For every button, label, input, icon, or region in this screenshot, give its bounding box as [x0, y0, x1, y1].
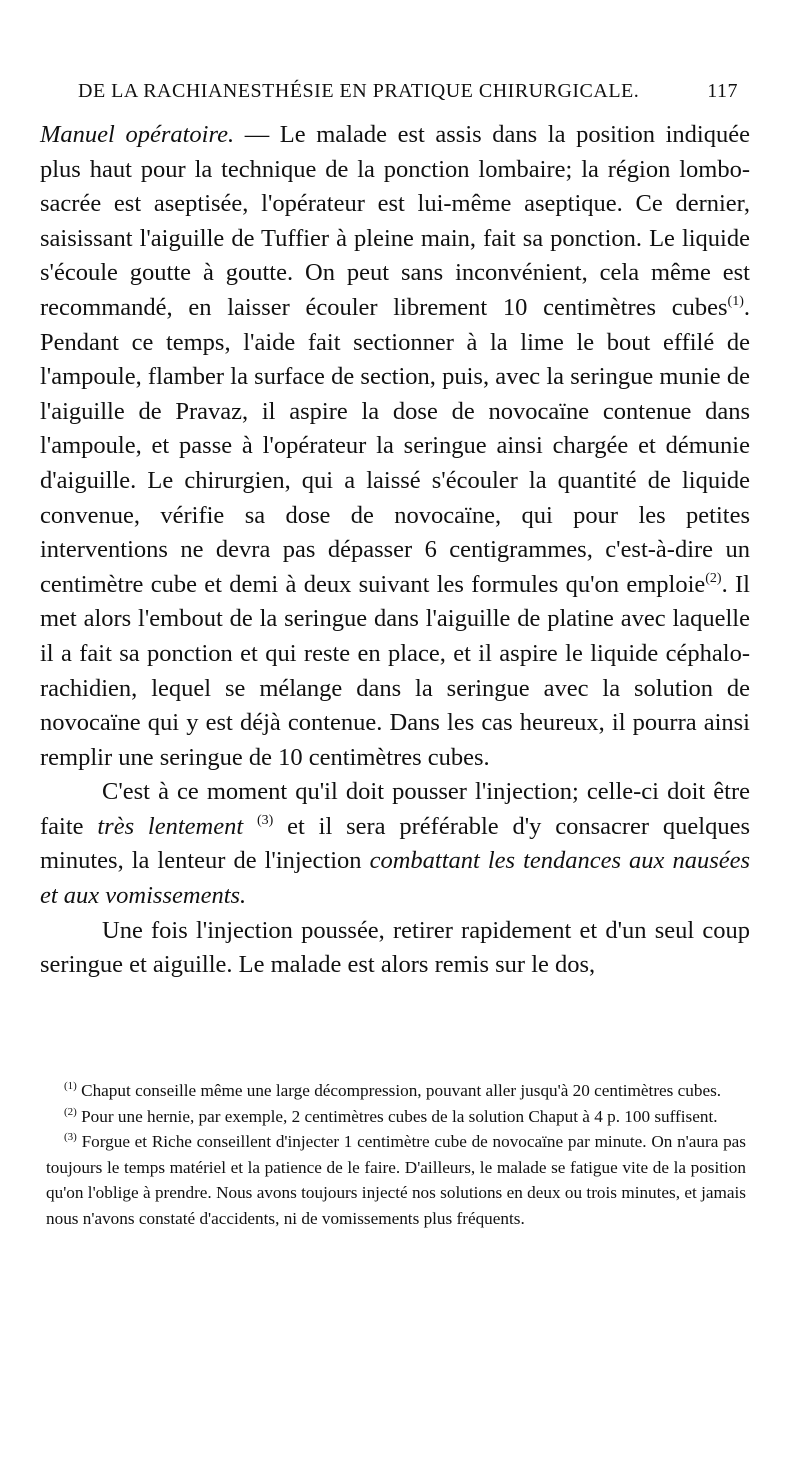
footnote-reference: (1) — [727, 293, 744, 309]
paragraph — [40, 118, 750, 775]
footnote-text: Chaput conseille même une large décompression, pouvant aller jusqu'à 20 centimètres cubes. — [76, 1081, 722, 1100]
footnote-marker: (1) — [64, 1080, 77, 1092]
footnote-text: Pour une hernie, par exemple, 2 centimètres cubes de la solution Chaput à 4 p. 100 suffisent. — [76, 1106, 718, 1126]
italic-text: très lentement — [97, 812, 244, 840]
footnote — [46, 1078, 746, 1104]
footnote-reference: (2) — [705, 570, 722, 586]
running-header — [78, 80, 738, 103]
italic-text: Manuel opératoire. — [40, 121, 235, 148]
text-run: . Il met alors l'embout de la seringue dans l'aiguille de platine avec laquelle il a fait sa ponction et qui reste en place, et il aspire le liquide céphalo-rachidien, lequel se mélange dans la seringue avec la solution de novocaïne qui y est déjà contenue. Dans les cas heureux, il pourra ainsi remplir une seringue de 10 centimètres cubes. — [40, 570, 750, 771]
italic-text: combattant les tendances aux nausées et aux vomissements. — [40, 847, 751, 910]
footnote-text: Forgue et Riche conseillent d'injecter 1 centimètre cube de novocaïne par minute. On n'aura pas toujours le temps matériel et la patience de le faire. D'ailleurs, le malade se fatigue vite de la position qu'on l'oblige à prendre. Nous avons toujours injecté nos solutions en deux ou trois minutes, et jamais nous n'avons constaté d'accidents, ni de vomissements plus fréquents. — [46, 1132, 746, 1228]
footnote-marker: (3) — [64, 1131, 77, 1143]
footnote — [46, 1104, 746, 1130]
text-run — [243, 813, 257, 840]
footnote — [46, 1129, 746, 1231]
text-run: C'est à ce moment qu'il doit pousser l'injection; celle-ci doit être faite — [40, 778, 750, 840]
page-number: 117 — [707, 80, 738, 102]
main-text — [40, 118, 750, 983]
text-run: . Pendant ce temps, l'aide fait sectionner à la lime le bout effilé de l'ampoule, flamber la surface de section, puis, avec la seringue munie de l'aiguille de Pravaz, il aspire la dose de novocaïne contenue dans l'ampoule, et passe à l'opérateur la seringue ainsi chargée et démunie d'aiguille. Le chirurgien, qui a laissé s'écouler la quantité de liquide convenue, vérifie sa dose de novocaïne, qui pour les petites interventions ne devra pas dépasser 6 centigrammes, c'est-à-dire un centimètre cube et demi à deux suivant les formules qu'on emploie — [40, 293, 750, 598]
text-run: Une fois l'injection poussée, retirer rapidement et d'un seul coup seringue et aiguille. Le malade est alors remis sur le dos, — [40, 916, 750, 979]
running-title: DE LA RACHIANESTHÉSIE EN PRATIQUE CHIRURGICALE. — [78, 80, 640, 102]
text-run: — Le malade est assis dans la position indiquée plus haut pour la technique de la ponction lombaire; la région lombo-sacrée est aseptisée, l'opérateur est lui-même aseptique. Ce dernier, saisissant l'aiguille de Tuffier à pleine main, fait sa ponction. Le liquide s'écoule goutte à goutte. On peut sans inconvénient, cela même est recommandé, en laisser écouler librement 10 centimètres cubes — [40, 121, 750, 321]
paragraph — [40, 914, 750, 983]
footnote-marker: (2) — [64, 1105, 77, 1118]
text-run: et il sera préférable d'y consacrer quelques minutes, la lenteur de l'injection — [40, 812, 750, 875]
footnotes — [46, 1078, 746, 1231]
footnote-reference: (3) — [257, 812, 274, 828]
paragraph — [40, 775, 750, 913]
